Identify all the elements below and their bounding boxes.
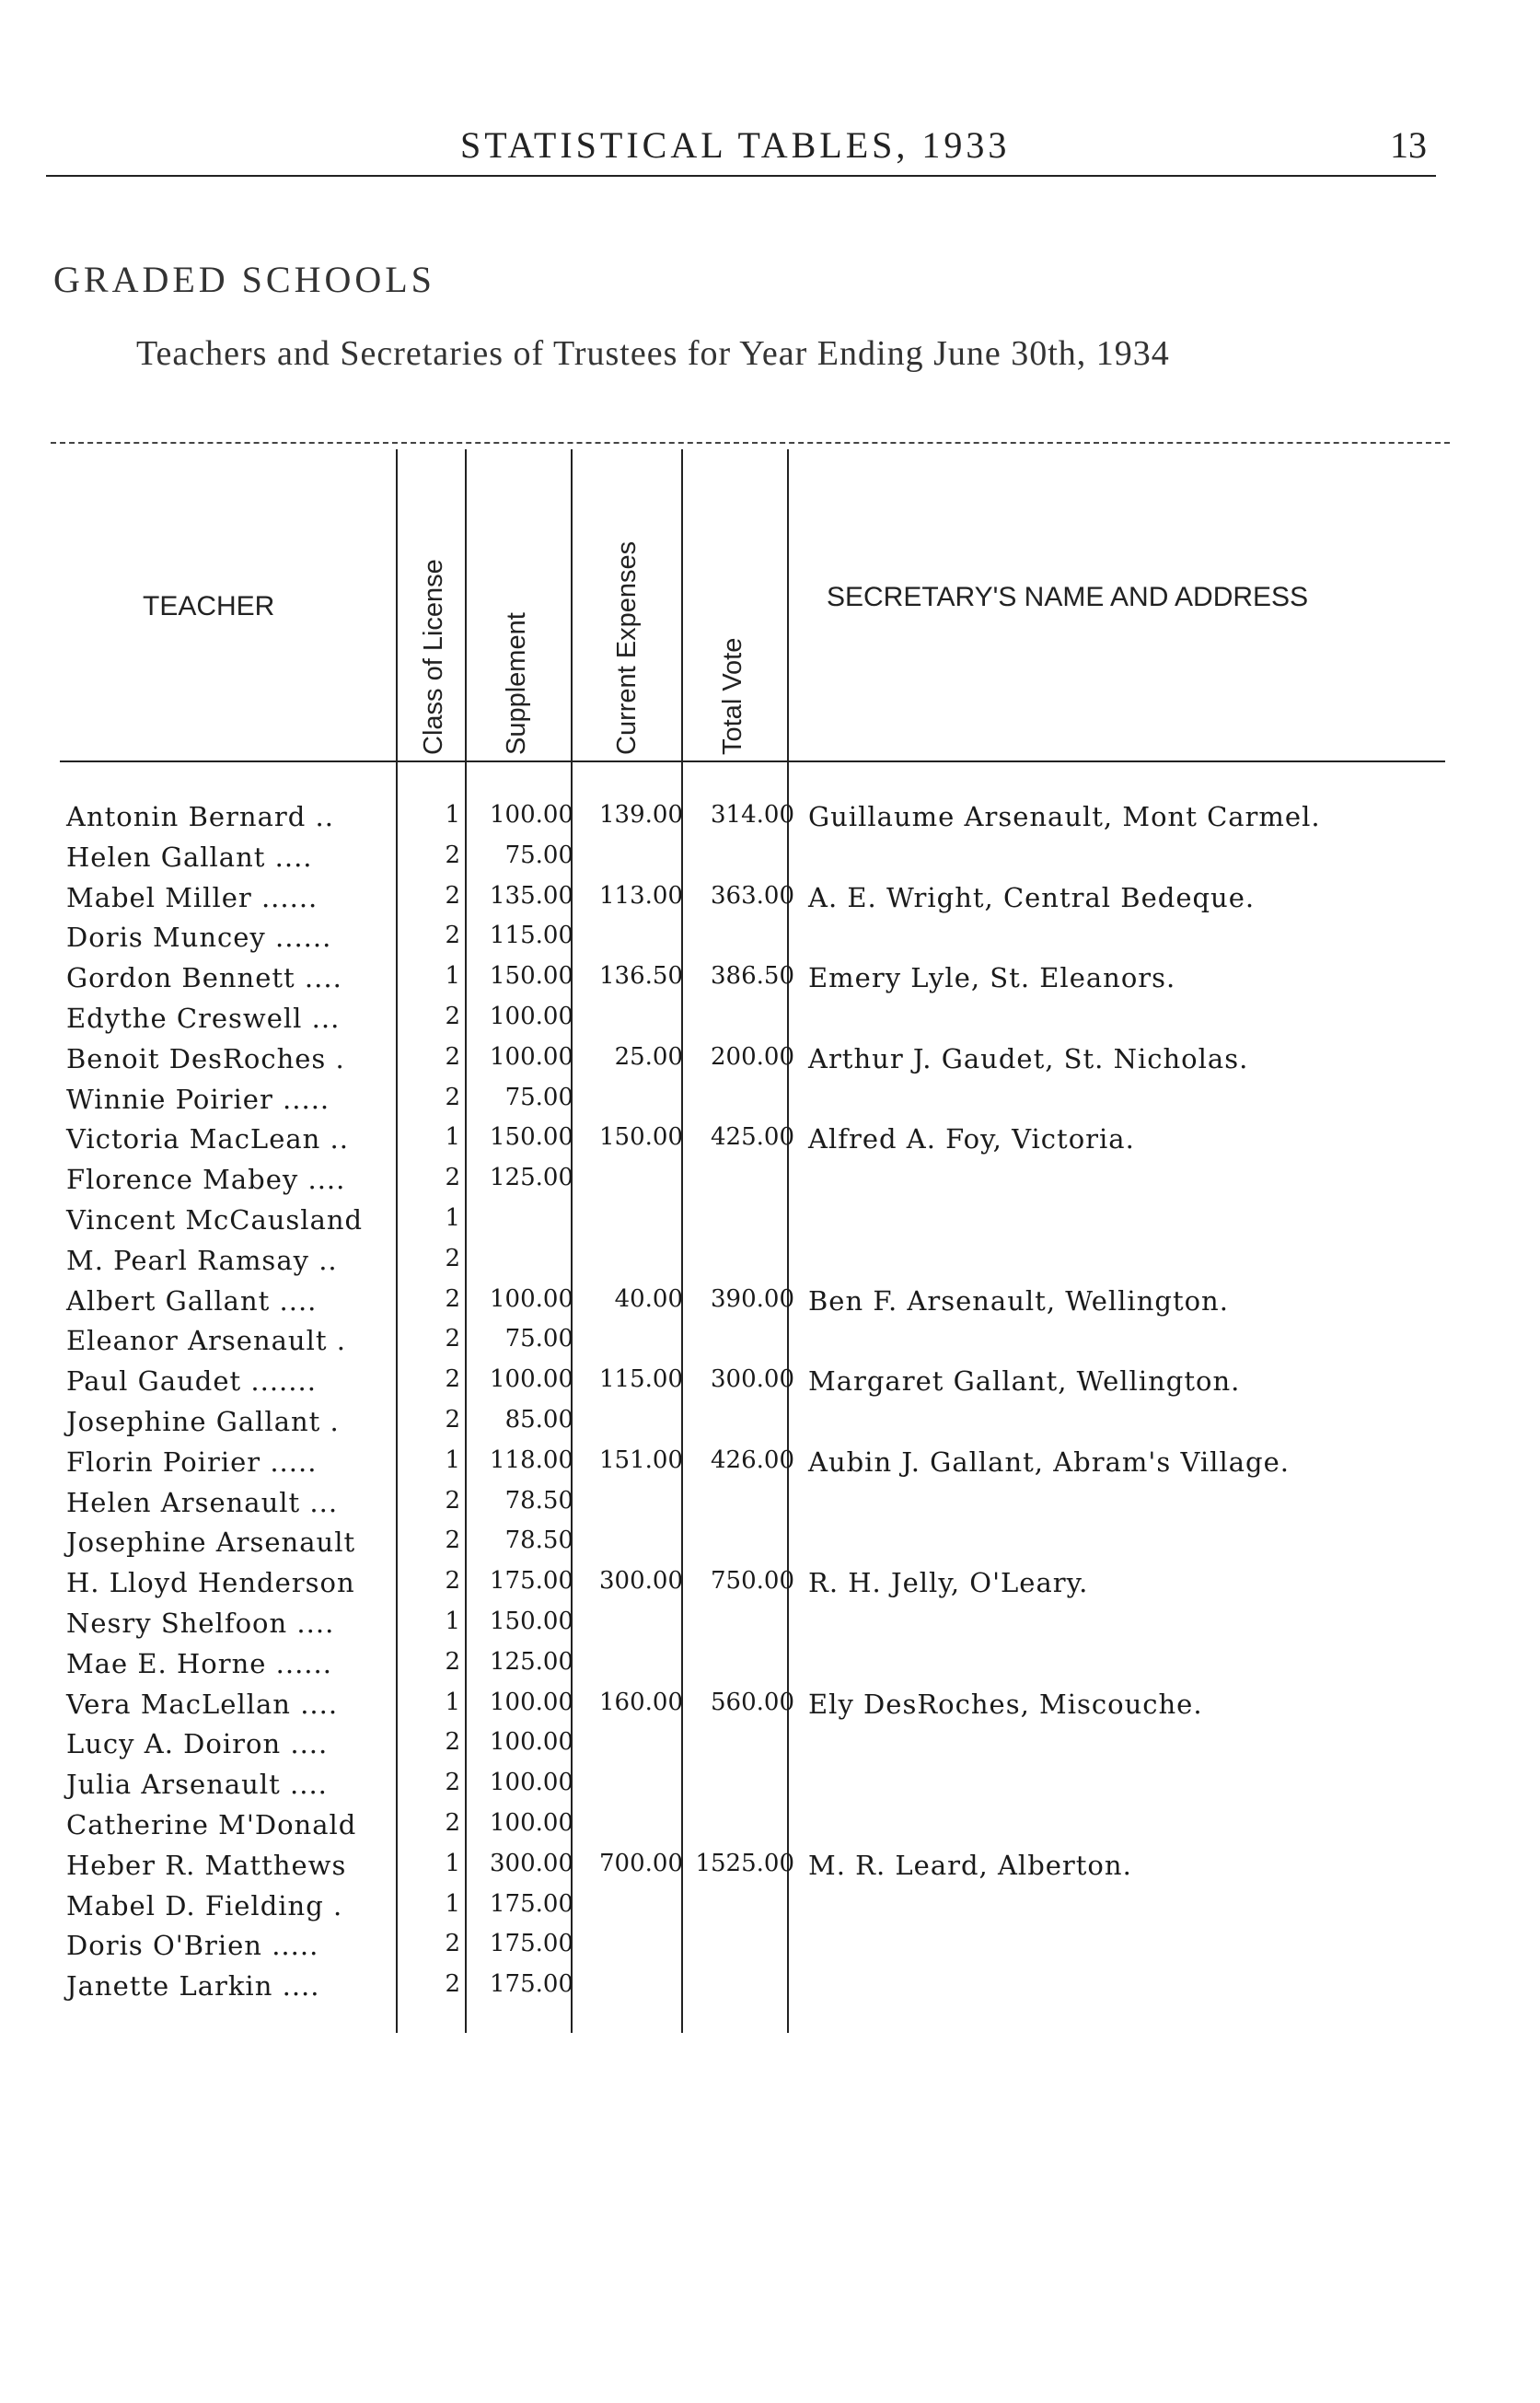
table-row xyxy=(0,1245,1540,1285)
table-row xyxy=(0,1123,1540,1164)
teacher-name: Josephine Gallant . xyxy=(66,1405,340,1437)
teacher-name: H. Lloyd Henderson xyxy=(66,1567,355,1599)
table-row xyxy=(0,801,1540,842)
teacher-name: Mabel D. Fielding . xyxy=(66,1889,343,1921)
class-of-license: 2 xyxy=(445,1647,460,1676)
total-vote-value: 426.00 xyxy=(711,1445,794,1474)
teacher-name: Florin Poirier ..... xyxy=(66,1445,318,1478)
supplement-value: 100.00 xyxy=(490,1365,573,1394)
current-expenses-value: 115.00 xyxy=(599,1365,683,1394)
current-expenses-value: 151.00 xyxy=(599,1445,683,1474)
teacher-name: Albert Gallant .... xyxy=(66,1284,318,1317)
table-row xyxy=(0,1084,1540,1124)
class-of-license: 2 xyxy=(445,1970,460,1999)
current-expenses-value: 40.00 xyxy=(614,1284,683,1313)
table-row xyxy=(0,1648,1540,1689)
supplement-value: 78.50 xyxy=(504,1486,573,1515)
teacher-name: Benoit DesRoches . xyxy=(66,1042,345,1074)
table-row xyxy=(0,922,1540,962)
supplement-value: 150.00 xyxy=(490,962,573,991)
class-of-license: 1 xyxy=(445,1849,460,1877)
secretary-name-address: Emery Lyle, St. Eleanors. xyxy=(808,962,1176,994)
supplement-value: 118.00 xyxy=(490,1445,573,1474)
teacher-name: Janette Larkin .... xyxy=(66,1970,320,2002)
class-of-license: 2 xyxy=(445,1527,460,1555)
table-row xyxy=(0,1567,1540,1608)
supplement-value: 75.00 xyxy=(504,1325,573,1353)
teacher-name: Edythe Creswell ... xyxy=(66,1002,341,1034)
supplement-column-header: Supplement xyxy=(502,612,531,755)
class-of-license: 2 xyxy=(445,1808,460,1837)
class-of-license: 1 xyxy=(445,1688,460,1716)
table-row xyxy=(0,1809,1540,1850)
teacher-name: Helen Gallant .... xyxy=(66,841,313,873)
supplement-value: 300.00 xyxy=(490,1849,573,1877)
total-vote-value: 363.00 xyxy=(711,881,794,910)
table-row xyxy=(0,1487,1540,1527)
secretary-name-address: R. H. Jelly, O'Leary. xyxy=(808,1567,1089,1599)
teacher-name: Mae E. Horne ...... xyxy=(66,1647,332,1679)
teacher-name: Winnie Poirier ..... xyxy=(66,1083,330,1115)
table-row xyxy=(0,1970,1540,2011)
current-expenses-column-header: Current Expenses xyxy=(612,540,642,755)
total-vote-value: 386.50 xyxy=(711,962,794,991)
current-expenses-value: 150.00 xyxy=(599,1123,683,1152)
secretary-name-address: Guillaume Arsenault, Mont Carmel. xyxy=(808,801,1321,832)
teacher-column-header: TEACHER xyxy=(143,591,275,621)
teacher-name: Gordon Bennett .... xyxy=(66,962,342,994)
class-of-license: 2 xyxy=(445,1930,460,1958)
class-of-license: 2 xyxy=(445,1567,460,1596)
class-of-license: 2 xyxy=(445,1365,460,1394)
supplement-value: 125.00 xyxy=(490,1164,573,1192)
class-of-license: 2 xyxy=(445,1042,460,1071)
class-of-license: 1 xyxy=(445,962,460,991)
teacher-name: Doris O'Brien ..... xyxy=(66,1930,319,1962)
current-expenses-value: 25.00 xyxy=(614,1042,683,1071)
table-row xyxy=(0,1204,1540,1245)
teacher-name: Eleanor Arsenault . xyxy=(66,1325,346,1357)
class-of-license: 2 xyxy=(445,1486,460,1515)
class-of-license: 1 xyxy=(445,1889,460,1918)
total-vote-value: 425.00 xyxy=(711,1123,794,1152)
teacher-name: M. Pearl Ramsay .. xyxy=(66,1244,338,1276)
class-of-license: 1 xyxy=(445,1607,460,1635)
table-row xyxy=(0,1608,1540,1648)
teacher-name: Vera MacLellan .... xyxy=(66,1688,339,1720)
current-expenses-value: 700.00 xyxy=(599,1849,683,1877)
table-row xyxy=(0,1365,1540,1406)
class-of-license: 2 xyxy=(445,1244,460,1272)
table-row xyxy=(0,1446,1540,1487)
class-of-license: 2 xyxy=(445,922,460,950)
running-title: STATISTICAL TABLES, 1933 xyxy=(460,124,1011,166)
table-row xyxy=(0,1043,1540,1084)
supplement-value: 115.00 xyxy=(490,922,573,950)
secretary-name-address: Ben F. Arsenault, Wellington. xyxy=(808,1284,1229,1317)
class-of-license: 2 xyxy=(445,1284,460,1313)
secretary-name-address: Arthur J. Gaudet, St. Nicholas. xyxy=(808,1042,1249,1074)
table-body xyxy=(0,801,1540,2011)
teacher-name: Antonin Bernard .. xyxy=(66,801,334,832)
class-of-license: 1 xyxy=(445,1445,460,1474)
table-row xyxy=(0,1285,1540,1326)
supplement-value: 100.00 xyxy=(490,1002,573,1030)
table-row xyxy=(0,962,1540,1003)
secretary-name-address: Margaret Gallant, Wellington. xyxy=(808,1365,1241,1398)
teacher-name: Josephine Arsenault xyxy=(66,1527,356,1559)
total-vote-value: 300.00 xyxy=(711,1365,794,1394)
secretary-name-address: Aubin J. Gallant, Abram's Village. xyxy=(808,1445,1290,1478)
current-expenses-value: 300.00 xyxy=(599,1567,683,1596)
supplement-value: 175.00 xyxy=(490,1889,573,1918)
teacher-name: Victoria MacLean .. xyxy=(66,1123,349,1155)
supplement-value: 75.00 xyxy=(504,841,573,869)
supplement-value: 85.00 xyxy=(504,1405,573,1434)
teacher-name: Florence Mabey .... xyxy=(66,1164,346,1196)
class-of-license: 2 xyxy=(445,1769,460,1797)
total-vote-value: 314.00 xyxy=(711,801,794,829)
class-of-license: 2 xyxy=(445,1405,460,1434)
table-row xyxy=(0,1003,1540,1043)
class-of-license: 1 xyxy=(445,1123,460,1152)
supplement-value: 100.00 xyxy=(490,1769,573,1797)
table-row xyxy=(0,1930,1540,1970)
teacher-name: Doris Muncey ...... xyxy=(66,922,332,954)
table-row xyxy=(0,1325,1540,1365)
total-vote-value: 560.00 xyxy=(711,1688,794,1716)
current-expenses-value: 113.00 xyxy=(599,881,683,910)
table-subtitle: Teachers and Secretaries of Trustees for Year Ending June 30th, 1934 xyxy=(136,334,1170,373)
teacher-name: Nesry Shelfoon .... xyxy=(66,1607,335,1639)
supplement-value: 75.00 xyxy=(504,1083,573,1111)
teacher-name: Paul Gaudet ....... xyxy=(66,1365,317,1398)
table-row xyxy=(0,1164,1540,1204)
teacher-name: Catherine M'Donald xyxy=(66,1808,357,1840)
supplement-value: 175.00 xyxy=(490,1970,573,1999)
table-row xyxy=(0,1890,1540,1931)
table-top-rule xyxy=(51,442,1450,444)
table-row xyxy=(0,1728,1540,1769)
table-row xyxy=(0,1527,1540,1567)
table-row xyxy=(0,842,1540,882)
supplement-value: 125.00 xyxy=(490,1647,573,1676)
supplement-value: 150.00 xyxy=(490,1123,573,1152)
teacher-name: Vincent McCausland xyxy=(66,1203,364,1236)
class-of-license: 2 xyxy=(445,1728,460,1757)
page-number: 13 xyxy=(1390,124,1427,166)
secretary-column-header: SECRETARY'S NAME AND ADDRESS xyxy=(827,582,1309,612)
class-of-license: 2 xyxy=(445,1325,460,1353)
current-expenses-value: 160.00 xyxy=(599,1688,683,1716)
secretary-name-address: M. R. Leard, Alberton. xyxy=(808,1849,1132,1881)
class-of-license: 2 xyxy=(445,841,460,869)
class-of-license: 2 xyxy=(445,881,460,910)
table-row xyxy=(0,1406,1540,1446)
supplement-value: 100.00 xyxy=(490,1808,573,1837)
class-of-license: 2 xyxy=(445,1083,460,1111)
supplement-value: 150.00 xyxy=(490,1607,573,1635)
supplement-value: 100.00 xyxy=(490,1284,573,1313)
secretary-name-address: Ely DesRoches, Miscouche. xyxy=(808,1688,1203,1720)
header-separator-rule xyxy=(60,760,1445,762)
supplement-value: 175.00 xyxy=(490,1567,573,1596)
total-vote-value: 200.00 xyxy=(711,1042,794,1071)
total-vote-column-header: Total Vote xyxy=(718,637,747,755)
current-expenses-value: 139.00 xyxy=(599,801,683,829)
teacher-name: Helen Arsenault ... xyxy=(66,1486,339,1518)
teacher-name: Lucy A. Doiron .... xyxy=(66,1728,329,1760)
supplement-value: 78.50 xyxy=(504,1527,573,1555)
table-row xyxy=(0,1769,1540,1809)
total-vote-value: 1525.00 xyxy=(695,1849,794,1877)
teacher-name: Mabel Miller ...... xyxy=(66,881,318,913)
table-row xyxy=(0,1689,1540,1729)
teacher-name: Julia Arsenault .... xyxy=(66,1769,328,1801)
section-title: GRADED SCHOOLS xyxy=(53,259,435,300)
secretary-name-address: Alfred A. Foy, Victoria. xyxy=(808,1123,1135,1155)
supplement-value: 175.00 xyxy=(490,1930,573,1958)
total-vote-value: 750.00 xyxy=(711,1567,794,1596)
table-row xyxy=(0,1850,1540,1890)
supplement-value: 100.00 xyxy=(490,1042,573,1071)
supplement-value: 135.00 xyxy=(490,881,573,910)
supplement-value: 100.00 xyxy=(490,801,573,829)
class-of-license-column-header: Class of License xyxy=(419,559,448,755)
class-of-license: 1 xyxy=(445,801,460,829)
total-vote-value: 390.00 xyxy=(711,1284,794,1313)
secretary-name-address: A. E. Wright, Central Bedeque. xyxy=(808,881,1256,913)
supplement-value: 100.00 xyxy=(490,1688,573,1716)
table-row xyxy=(0,882,1540,923)
class-of-license: 2 xyxy=(445,1164,460,1192)
supplement-value: 100.00 xyxy=(490,1728,573,1757)
class-of-license: 2 xyxy=(445,1002,460,1030)
page-header xyxy=(46,120,1436,177)
teacher-name: Heber R. Matthews xyxy=(66,1849,347,1881)
class-of-license: 1 xyxy=(445,1203,460,1232)
current-expenses-value: 136.50 xyxy=(599,962,683,991)
